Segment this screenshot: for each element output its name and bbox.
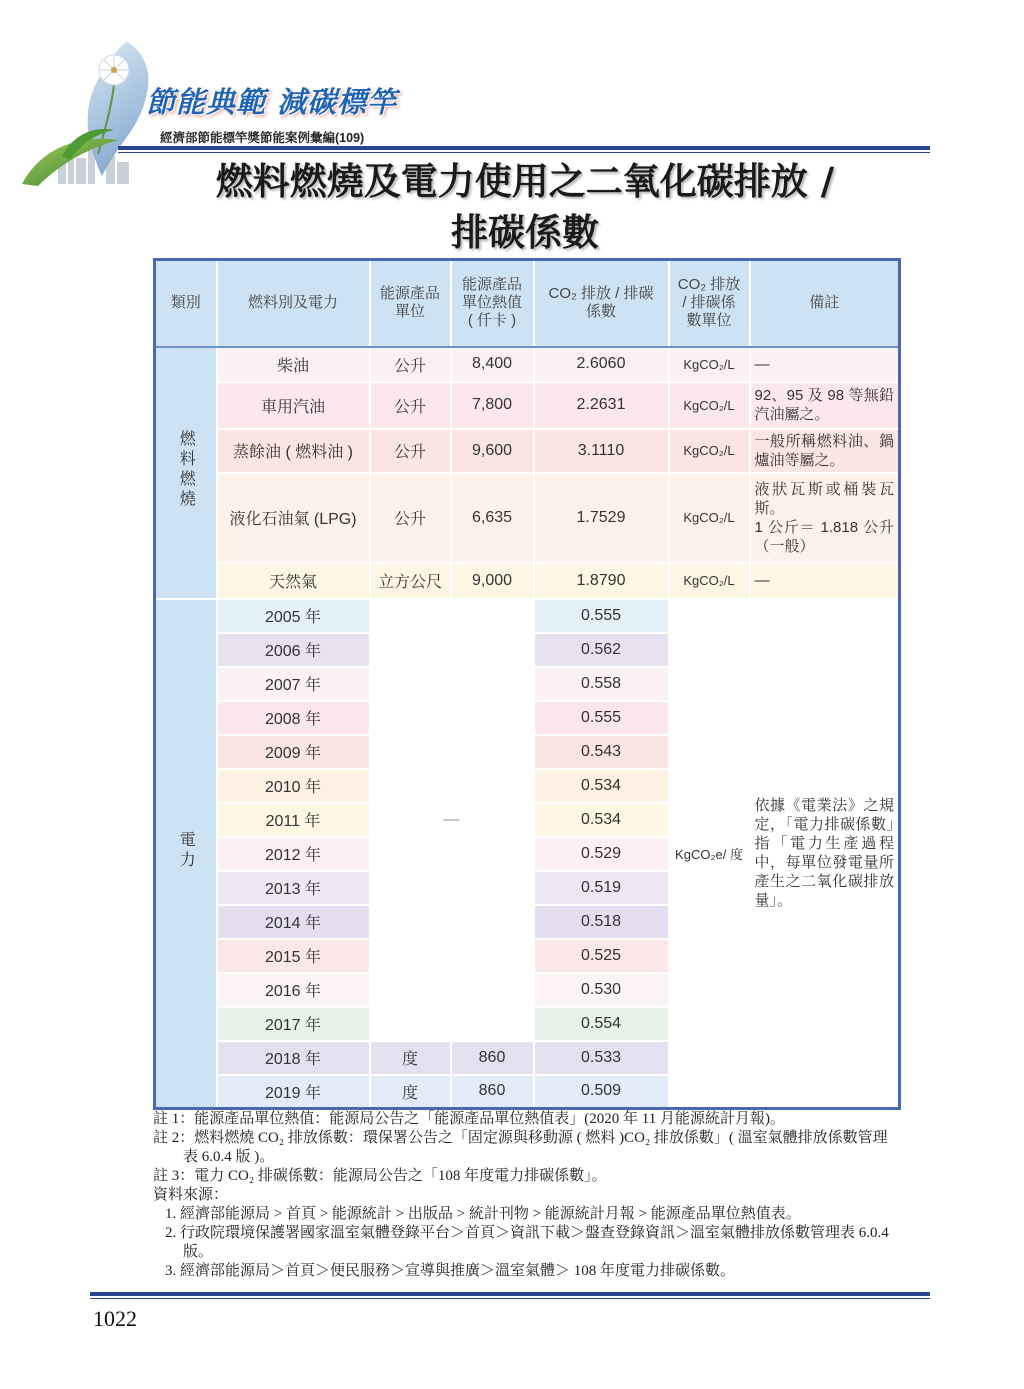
fuel-name: 天然氣	[217, 563, 370, 599]
energy-unit: 立方公尺	[370, 563, 451, 599]
category-electricity	[155, 599, 217, 1109]
table-header-row	[155, 260, 900, 347]
header-fuel: 燃料別及電力	[217, 260, 370, 347]
year-label: 2018 年	[217, 1041, 370, 1075]
merged-unit-heat-cell: —	[370, 599, 534, 1041]
fuel-name: 車用汽油	[217, 382, 370, 429]
co2-factor: 0.534	[534, 769, 669, 803]
header-heat-value: 能源產品 單位熱值 ( 仟卡 )	[451, 260, 534, 347]
publication-subtitle: 經濟部節能標竿獎節能案例彙編(109)	[160, 131, 365, 145]
source-item: 1. 經濟部能源局 > 首頁 > 能源統計 > 出版品 > 統計刊物 > 能源統計月報 > 能源產品單位熱值表。	[165, 1206, 801, 1222]
year-label: 2013 年	[217, 871, 370, 905]
remark: —	[750, 347, 900, 382]
co2-factor: 1.7529	[534, 473, 669, 563]
heat-value: 6,635	[451, 473, 534, 563]
footnote-3: 註 3：電力 CO₂ 排碳係數：能源局公告之「108 年度電力排碳係數」。	[153, 1168, 607, 1184]
dandelion-graphic	[99, 55, 129, 85]
year-label: 2005 年	[217, 599, 370, 633]
year-label: 2011 年	[217, 803, 370, 837]
co2-factor-unit: KgCO₂/L	[669, 347, 750, 382]
year-label: 2016 年	[217, 973, 370, 1007]
co2-factor: 0.562	[534, 633, 669, 667]
year-label: 2006 年	[217, 633, 370, 667]
co2-factor-unit: KgCO₂/L	[669, 563, 750, 599]
fuel-name: 蒸餘油 ( 燃料油 )	[217, 429, 370, 473]
co2-factor: 1.8790	[534, 563, 669, 599]
electricity-remark: 依據《電業法》之規定，「電力排碳係數」指「電力生產過程中，每單位發電量所產生之二氧化碳排放量」。	[750, 599, 900, 1109]
energy-unit: 公升	[370, 473, 451, 563]
co2-factor: 0.533	[534, 1041, 669, 1075]
header-category: 類別	[155, 260, 217, 347]
year-label: 2015 年	[217, 939, 370, 973]
footer-rule-thin	[90, 1298, 930, 1299]
remark: 液狀瓦斯或桶裝瓦斯。 1 公斤＝ 1.818 公升（一般）	[750, 473, 900, 563]
header-unit: 能源產品 單位	[370, 260, 451, 347]
heat-value: 9,000	[451, 563, 534, 599]
table-row	[155, 599, 900, 633]
heat-value: 7,800	[451, 382, 534, 429]
co2-factor: 2.6060	[534, 347, 669, 382]
brand-title: 節能典範 減碳標竿	[146, 85, 398, 119]
heat-value: 860	[451, 1075, 534, 1109]
heat-value: 8,400	[451, 347, 534, 382]
co2-factor-unit: KgCO₂/L	[669, 473, 750, 563]
header-co2-factor-unit: CO₂ 排放 / 排碳係 數單位	[669, 260, 750, 347]
remark: 一般所稱燃料油、鍋爐油等屬之。	[750, 429, 900, 473]
header-remark: 備註	[750, 260, 900, 347]
co2-factor: 0.530	[534, 973, 669, 1007]
co2-factor: 0.525	[534, 939, 669, 973]
co2-factor: 0.558	[534, 667, 669, 701]
co2-factor: 3.1110	[534, 429, 669, 473]
header-rule	[118, 146, 930, 150]
page-title	[150, 156, 900, 258]
footer-rule	[90, 1292, 930, 1296]
sources-label: 資料來源：	[153, 1187, 229, 1203]
header-rule-thin	[118, 152, 930, 153]
heat-value: 9,600	[451, 429, 534, 473]
footnote-2: 註 2：燃料燃燒 CO₂ 排放係數：環保署公告之「固定源與移動源 ( 燃料 )CO₂ 排放係數」( 溫室氣體排放係數管理表 6.0.4 版 )。	[153, 1130, 888, 1165]
remark: —	[750, 563, 900, 599]
year-label: 2010 年	[217, 769, 370, 803]
footnotes	[153, 1110, 893, 1281]
year-label: 2008 年	[217, 701, 370, 735]
energy-unit: 度	[370, 1075, 451, 1109]
emission-factor-table	[153, 258, 901, 1110]
category-fuel-combustion	[155, 347, 217, 599]
table-row	[155, 563, 900, 599]
co2-factor: 0.555	[534, 701, 669, 735]
co2-factor: 0.554	[534, 1007, 669, 1041]
year-label: 2012 年	[217, 837, 370, 871]
page-title-line-2: 排碳係數	[451, 210, 599, 254]
co2-factor: 0.543	[534, 735, 669, 769]
co2-factor: 0.529	[534, 837, 669, 871]
co2-factor: 0.509	[534, 1075, 669, 1109]
heat-value: 860	[451, 1041, 534, 1075]
source-item: 2. 行政院環境保護署國家溫室氣體登錄平台＞首頁＞資訊下載＞盤查登錄資訊＞溫室氣體排放係數管理表 6.0.4 版。	[165, 1225, 889, 1260]
year-label: 2019 年	[217, 1075, 370, 1109]
electricity-co2-factor-unit: KgCO₂e/ 度	[669, 599, 750, 1109]
remark: 92、95 及 98 等無鉛汽油屬之。	[750, 382, 900, 429]
category-label: 燃料燃燒	[177, 430, 195, 510]
co2-factor: 0.534	[534, 803, 669, 837]
energy-unit: 公升	[370, 382, 451, 429]
table-row	[155, 382, 900, 429]
co2-factor: 0.519	[534, 871, 669, 905]
year-label: 2017 年	[217, 1007, 370, 1041]
year-label: 2007 年	[217, 667, 370, 701]
table-row	[155, 347, 900, 382]
energy-unit: 公升	[370, 429, 451, 473]
category-label: 電力	[177, 830, 195, 871]
fuel-name: 柴油	[217, 347, 370, 382]
table-row	[155, 473, 900, 563]
fuel-name: 液化石油氣 (LPG)	[217, 473, 370, 563]
source-item: 3. 經濟部能源局＞首頁＞便民服務＞宣導與推廣＞溫室氣體＞ 108 年度電力排碳係數。	[165, 1263, 736, 1279]
co2-factor: 0.555	[534, 599, 669, 633]
co2-factor: 0.518	[534, 905, 669, 939]
header-co2-factor: CO₂ 排放 / 排碳 係數	[534, 260, 669, 347]
page-title-line-1: 燃料燃燒及電力使用之二氧化碳排放 /	[215, 159, 835, 203]
footnote-1: 註 1：能源產品單位熱值：能源局公告之「能源產品單位熱值表」(2020 年 11 月能源統計月報)。	[153, 1111, 785, 1127]
energy-unit: 公升	[370, 347, 451, 382]
co2-factor-unit: KgCO₂/L	[669, 382, 750, 429]
year-label: 2014 年	[217, 905, 370, 939]
year-label: 2009 年	[217, 735, 370, 769]
energy-unit: 度	[370, 1041, 451, 1075]
co2-factor-unit: KgCO₂/L	[669, 429, 750, 473]
page-number: 1022	[93, 1306, 137, 1331]
table-row	[155, 429, 900, 473]
co2-factor: 2.2631	[534, 382, 669, 429]
